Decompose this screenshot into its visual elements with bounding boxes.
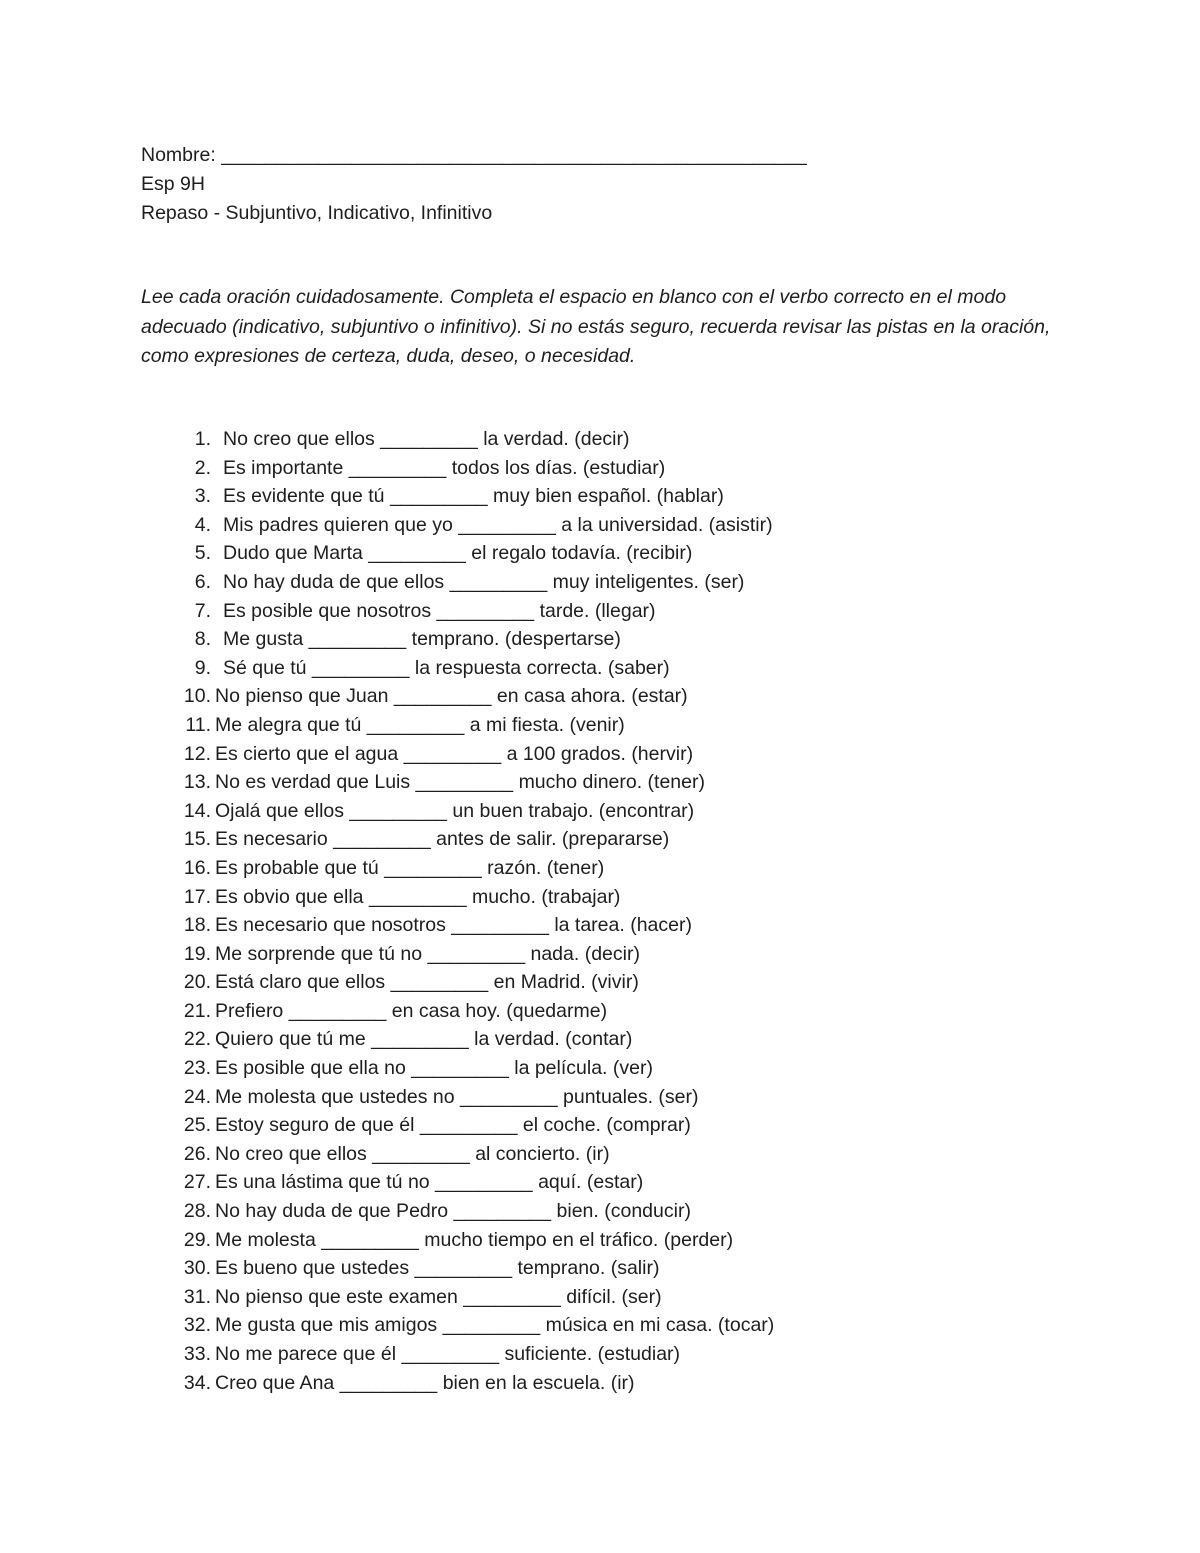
question-number: 21. (183, 999, 211, 1022)
question-gap (211, 482, 223, 511)
question-item (141, 740, 774, 769)
question-gap (211, 625, 223, 654)
question-text: No hay duda de que Pedro _________ bien. (conducir) (215, 1200, 691, 1223)
question-item (141, 883, 774, 912)
question-item (141, 682, 774, 711)
question-item (141, 997, 774, 1026)
question-text: Mis padres quieren que yo _________ a la universidad. (asistir) (223, 513, 773, 536)
question-number: 12. (183, 742, 211, 765)
question-item (141, 911, 774, 940)
question-item (141, 1025, 774, 1054)
question-number: 19. (183, 942, 211, 965)
question-item (141, 1226, 774, 1255)
question-gap (211, 568, 223, 597)
question-text: Sé que tú _________ la respuesta correcta. (saber) (223, 656, 670, 679)
question-text: Está claro que ellos _________ en Madrid. (vivir) (215, 971, 639, 994)
question-text: Es posible que nosotros _________ tarde. (llegar) (223, 599, 656, 622)
question-number: 27. (183, 1171, 211, 1194)
question-text: Es cierto que el agua _________ a 100 grados. (hervir) (215, 742, 694, 765)
question-item (141, 625, 774, 654)
question-text: Me sorprende que tú no _________ nada. (decir) (215, 942, 640, 965)
question-item (141, 1168, 774, 1197)
question-number: 24. (183, 1085, 211, 1108)
question-gap (211, 539, 223, 568)
question-number: 33. (183, 1343, 211, 1365)
course-label: Esp 9H (141, 173, 205, 195)
name-line: Nombre: ______________________________________________________ (141, 144, 807, 166)
question-text: Estoy seguro de que él _________ el coche. (comprar) (215, 1114, 691, 1137)
question-number: 2. (194, 456, 211, 479)
question-number: 1. (194, 428, 211, 450)
question-item (141, 425, 774, 454)
instructions-paragraph: Lee cada oración cuidadosamente. Completa el espacio en blanco con el verbo correcto en el modo adecuado (indicativo, subjuntivo o infinitivo). Si no estás seguro, recuerda revisar las pistas en la oración, como expresiones de certeza, duda, deseo, o necesidad. (141, 286, 1051, 367)
question-item (141, 454, 774, 483)
question-number: 25. (183, 1114, 211, 1137)
question-text: Quiero que tú me _________ la verdad. (contar) (215, 1028, 633, 1051)
question-item (141, 1254, 774, 1283)
question-number: 31. (183, 1285, 211, 1308)
question-number: 3. (194, 485, 211, 508)
question-number: 14. (183, 799, 211, 822)
question-number: 34. (183, 1371, 211, 1394)
question-item (141, 711, 774, 740)
question-number: 28. (183, 1200, 211, 1223)
question-item (141, 654, 774, 683)
question-number: 9. (194, 656, 211, 679)
question-item (141, 568, 774, 597)
worksheet-title: Repaso - Subjuntivo, Indicativo, Infinitivo (141, 202, 493, 224)
question-item (141, 1083, 774, 1112)
question-text: No me parece que él _________ suficiente. (estudiar) (215, 1343, 681, 1365)
question-text: Prefiero _________ en casa hoy. (quedarme) (215, 999, 608, 1022)
question-item (141, 539, 774, 568)
question-number: 22. (183, 1028, 211, 1051)
question-text: Es importante _________ todos los días. (estudiar) (223, 456, 666, 479)
question-number: 8. (194, 628, 211, 651)
question-item (141, 940, 774, 969)
question-text: No hay duda de que ellos _________ muy inteligentes. (ser) (223, 570, 745, 593)
question-number: 20. (183, 971, 211, 994)
question-number: 5. (194, 542, 211, 565)
question-item (141, 968, 774, 997)
question-text: Es probable que tú _________ razón. (tener) (215, 856, 605, 879)
question-text: Es obvio que ella _________ mucho. (trabajar) (215, 885, 621, 908)
question-item (141, 597, 774, 626)
question-item (141, 1111, 774, 1140)
question-text: Creo que Ana _________ bien en la escuela. (ir) (215, 1371, 635, 1394)
question-text: No creo que ellos _________ al concierto. (ir) (215, 1142, 610, 1165)
question-number: 15. (183, 828, 211, 851)
question-item (141, 1054, 774, 1083)
question-item (141, 511, 774, 540)
question-gap (211, 511, 223, 540)
question-text: No es verdad que Luis _________ mucho dinero. (tener) (215, 771, 705, 794)
question-text: Dudo que Marta _________ el regalo todavía. (recibir) (223, 542, 693, 565)
question-text: No pienso que Juan _________ en casa ahora. (estar) (215, 685, 688, 708)
question-text: Me alegra que tú _________ a mi fiesta. (venir) (215, 713, 625, 736)
question-text: No creo que ellos _________ la verdad. (decir) (223, 428, 630, 450)
question-text: Es necesario que nosotros _________ la tarea. (hacer) (215, 914, 692, 937)
question-item (141, 825, 774, 854)
question-list (141, 425, 774, 1397)
question-text: Es una lástima que tú no _________ aquí. (estar) (215, 1171, 644, 1194)
question-number: 13. (183, 771, 211, 794)
question-number: 23. (183, 1057, 211, 1080)
question-number: 29. (183, 1228, 211, 1251)
question-number: 17. (183, 885, 211, 908)
question-item (141, 482, 774, 511)
question-text: Me gusta que mis amigos _________ música en mi casa. (tocar) (215, 1314, 775, 1337)
question-text: Me molesta _________ mucho tiempo en el tráfico. (perder) (215, 1228, 734, 1251)
question-number: 16. (183, 856, 211, 879)
question-item (141, 854, 774, 883)
question-text: Es evidente que tú _________ muy bien español. (hablar) (223, 485, 724, 508)
question-number: 30. (183, 1257, 211, 1280)
question-gap (211, 425, 223, 454)
question-number: 32. (183, 1314, 211, 1337)
question-text: No pienso que este examen _________ difícil. (ser) (215, 1285, 662, 1308)
question-number: 6. (194, 570, 211, 593)
question-number: 7. (194, 599, 211, 622)
question-gap (211, 454, 223, 483)
question-item (141, 1340, 774, 1369)
question-item (141, 1311, 774, 1340)
question-text: Es bueno que ustedes _________ temprano. (salir) (215, 1257, 660, 1280)
question-text: Ojalá que ellos _________ un buen trabajo. (encontrar) (215, 799, 695, 822)
question-item (141, 768, 774, 797)
question-number: 4. (194, 513, 211, 536)
question-number: 26. (183, 1142, 211, 1165)
question-item (141, 1140, 774, 1169)
question-item (141, 1197, 774, 1226)
question-text: Es necesario _________ antes de salir. (prepararse) (215, 828, 670, 851)
question-text: Me molesta que ustedes no _________ puntuales. (ser) (215, 1085, 699, 1108)
question-number: 18. (183, 914, 211, 937)
question-text: Es posible que ella no _________ la película. (ver) (215, 1057, 653, 1080)
question-text: Me gusta _________ temprano. (despertarse) (223, 628, 621, 651)
question-number: 11. (185, 713, 211, 736)
worksheet-header (141, 141, 807, 228)
question-item (141, 1369, 774, 1398)
question-number: 10. (183, 685, 211, 708)
question-gap (211, 597, 223, 626)
question-item (141, 797, 774, 826)
question-gap (211, 654, 223, 683)
question-item (141, 1283, 774, 1312)
